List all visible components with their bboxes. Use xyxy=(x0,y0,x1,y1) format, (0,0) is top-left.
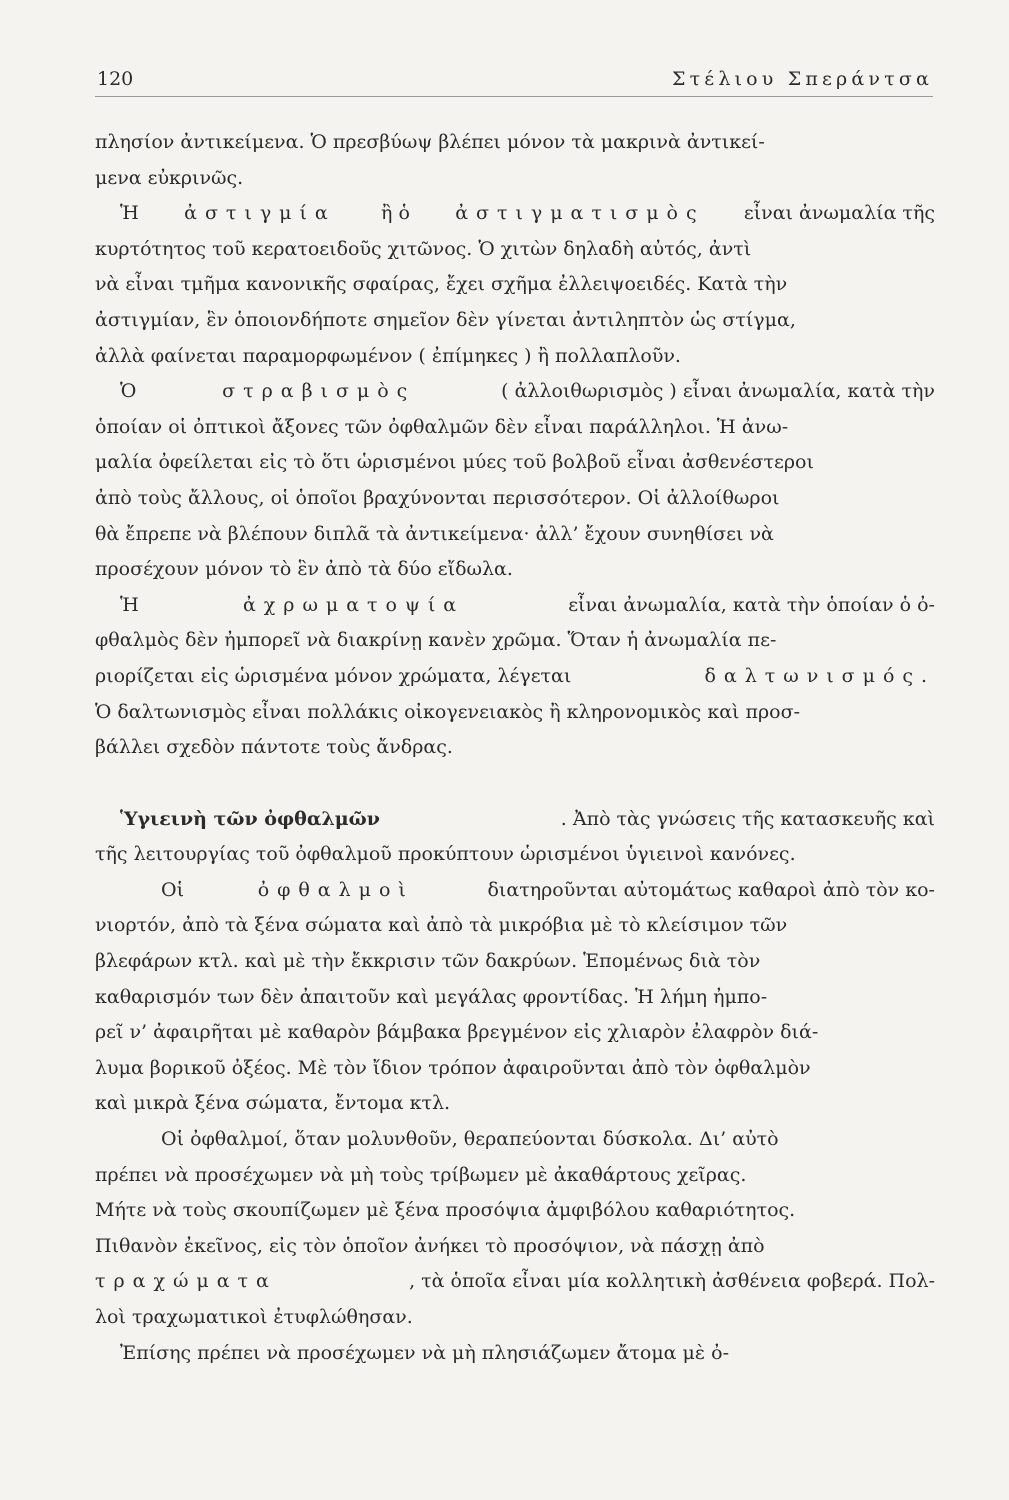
paragraph-gap xyxy=(95,766,935,802)
spaced-term: τραχώματα xyxy=(95,1270,277,1293)
text-line xyxy=(95,1193,935,1229)
text-line xyxy=(95,908,935,944)
text-segment: Ὁ δαλτωνισμὸς εἶναι πολλάκις οἰκογενειακὸς ἢ κληρονομικὸς καὶ προσ- xyxy=(95,700,800,723)
text-line xyxy=(95,1336,935,1372)
text-line xyxy=(95,481,935,517)
text-line xyxy=(95,944,935,980)
section-heading: Ὑγιεινὴ τῶν ὀφθαλμῶν xyxy=(120,807,380,830)
text-line xyxy=(95,730,935,766)
text-segment: ἢ ὁ xyxy=(375,202,416,225)
text-line xyxy=(95,267,935,303)
page-header xyxy=(95,62,933,97)
text-segment: φθαλμὸς δὲν ἠμπορεῖ νὰ διακρίνῃ κανὲν χρῶμα. Ὅταν ἡ ἀνωμαλία πε- xyxy=(95,629,777,652)
text-segment: ριορίζεται εἰς ὡρισμένα μόνον χρώματα, λέγεται xyxy=(95,664,578,687)
text-segment: πλησίον ἀντικείμενα. Ὁ πρεσβύωψ βλέπει μόνον τὰ μακρινὰ ἀντικεί- xyxy=(95,131,765,153)
text-line xyxy=(95,410,935,446)
text-line xyxy=(95,1300,935,1336)
text-line xyxy=(95,1015,935,1051)
spaced-term: στραβισμὸς xyxy=(222,380,416,403)
text-segment: εἶναι ἀνωμαλία, κατὰ τὴν ὁποίαν ὁ ὀ- xyxy=(562,593,935,616)
text-line xyxy=(95,303,935,339)
text-line xyxy=(95,339,935,375)
text-line xyxy=(95,659,935,695)
text-line xyxy=(95,623,935,659)
text-line xyxy=(95,695,935,731)
text-segment: προσέχουν μόνον τὸ ἓν ἀπὸ τὰ δύο εἴδωλα. xyxy=(95,558,513,581)
text-segment: πρέπει νὰ προσέχωμεν νὰ μὴ τοὺς τρίβωμεν μὲ ἀκαθάρτους χεῖρας. xyxy=(95,1163,747,1186)
text-segment: , τὰ ὁποῖα εἶναι μία κολλητικὴ ἀσθένεια φοβερά. Πολ- xyxy=(409,1270,935,1293)
text-segment: Οἱ xyxy=(161,878,191,901)
text-segment: ρεῖ ν’ ἀφαιρῆται μὲ καθαρὸν βάμβακα βρεγμένον εἰς χλιαρὸν ἐλαφρὸν διά- xyxy=(95,1021,819,1044)
text-line xyxy=(95,1158,935,1194)
text-line xyxy=(95,374,935,410)
text-segment: Ἐπίσης πρέπει νὰ προσέχωμεν νὰ μὴ πλησιάζωμεν ἄτομα μὲ ὀ- xyxy=(120,1341,729,1364)
text-segment: Οἱ ὀφθαλμοί, ὅταν μολυνθοῦν, θεραπεύονται δύσκολα. Δι’ αὐτὸ xyxy=(161,1128,779,1151)
text-line xyxy=(95,161,935,197)
text-segment: λοὶ τραχωματικοὶ ἐτυφλώθησαν. xyxy=(95,1306,413,1328)
text-segment: τῆς λειτουργίας τοῦ ὀφθαλμοῦ προκύπτουν ὡρισμένοι ὑγιεινοὶ κανόνες. xyxy=(95,843,796,866)
text-segment: θὰ ἔπρεπε νὰ βλέπουν διπλᾶ τὰ ἀντικείμενα· ἀλλ’ ἔχουν συνηθίσει νὰ xyxy=(95,522,774,545)
text-line xyxy=(95,196,935,232)
text-segment: Ἡ xyxy=(120,202,145,225)
text-segment: βάλλει σχεδὸν πάντοτε τοὺς ἄνδρας. xyxy=(95,736,453,759)
text-segment: καθαρισμόν των δὲν ἀπαιτοῦν καὶ μεγάλας φροντίδας. Ἡ λήμη ἠμπο- xyxy=(95,985,768,1008)
text-line xyxy=(95,588,935,624)
text-segment: ἀλλὰ φαίνεται παραμορφωμένον ( ἐπίμηκες ) ἢ πολλαπλοῦν. xyxy=(95,344,681,367)
text-line xyxy=(95,1229,935,1265)
text-segment: νὰ εἶναι τμῆμα κανονικῆς σφαίρας, ἔχει σχῆμα ἐλλειψοειδές. Κατὰ τὴν xyxy=(95,273,788,296)
text-line xyxy=(95,445,935,481)
spaced-term: ἀχρωματοψία xyxy=(242,593,465,616)
text-line xyxy=(95,1122,935,1158)
text-line xyxy=(95,837,935,873)
running-head: Στέλιου Σπεράντσα xyxy=(672,68,933,90)
spaced-term: ὀφθαλμοὶ xyxy=(257,878,414,901)
text-segment: διατηροῦνται αὐτομάτως καθαροὶ ἀπὸ τὸν κο- xyxy=(481,878,935,901)
text-line xyxy=(95,232,935,268)
page-number: 120 xyxy=(97,68,134,90)
text-line xyxy=(95,873,935,909)
text-segment: λυμα βορικοῦ ὀξέος. Μὲ τὸν ἴδιον τρόπον ἀφαιροῦνται ἀπὸ τὸν ὀφθαλμὸν xyxy=(95,1056,811,1079)
text-line xyxy=(95,802,935,838)
text-segment: Πιθανὸν ἐκεῖνος, εἰς τὸν ὁποῖον ἀνήκει τὸ προσόψιον, νὰ πάσχῃ ἀπὸ xyxy=(95,1234,765,1257)
text-segment: Ἡ xyxy=(120,593,145,616)
text-segment: ὁποίαν οἱ ὀπτικοὶ ἄξονες τῶν ὀφθαλμῶν δὲν εἶναι παράλληλοι. Ἡ ἀνω- xyxy=(95,415,789,438)
text-line xyxy=(95,980,935,1016)
text-segment: ἀπὸ τοὺς ἄλλους, οἱ ὁποῖοι βραχύνονται περισσότερον. Οἱ ἀλλοίθωροι xyxy=(95,486,780,509)
text-segment: βλεφάρων κτλ. καὶ μὲ τὴν ἔκκρισιν τῶν δακρύων. Ἑπομένως διὰ τὸν xyxy=(95,950,761,973)
spaced-term: δαλτωνισμός. xyxy=(704,664,935,687)
text-segment: νιορτόν, ἀπὸ τὰ ξένα σώματα καὶ ἀπὸ τὰ μικρόβια μὲ τὸ κλείσιμον τῶν xyxy=(95,914,788,937)
body-text xyxy=(95,125,935,1371)
text-line xyxy=(95,1264,935,1300)
text-line xyxy=(95,1051,935,1087)
text-segment: εἶναι ἀνωμαλία τῆς xyxy=(743,202,935,225)
text-segment: μαλία ὀφείλεται εἰς τὸ ὅτι ὡρισμένοι μύες τοῦ βολβοῦ εἶναι ἀσθενέστεροι xyxy=(95,451,814,474)
text-segment: Μήτε νὰ τοὺς σκουπίζωμεν μὲ ξένα προσόψια ἀμφιβόλου καθαριότητος. xyxy=(95,1199,796,1222)
text-segment: Ὁ xyxy=(120,380,143,403)
text-segment: . Ἀπὸ τὰς γνώσεις τῆς κατασκευῆς καὶ xyxy=(560,807,935,830)
text-segment: ἀστιγμίαν, ἓν ὁποιονδήποτε σημεῖον δὲν γίνεται ἀντιληπτὸν ὡς στίγμα, xyxy=(95,308,796,331)
text-segment: κυρτότητος τοῦ κερατοειδοῦς χιτῶνος. Ὁ χιτὼν δηλαδὴ αὐτός, ἀντὶ xyxy=(95,237,752,260)
text-line xyxy=(95,125,935,161)
text-segment: καὶ μικρὰ ξένα σώματα, ἔντομα κτλ. xyxy=(95,1092,451,1115)
text-line xyxy=(95,552,935,588)
spaced-term: ἀστιγματισμὸς xyxy=(455,202,705,225)
text-segment: ( ἀλλοιθωρισμὸς ) εἶναι ἀνωμαλία, κατὰ τὴν xyxy=(495,380,935,403)
spaced-term: ἀστιγμία xyxy=(184,202,336,225)
text-segment: μενα εὐκρινῶς. xyxy=(95,166,244,189)
text-line xyxy=(95,1086,935,1122)
text-line xyxy=(95,517,935,553)
